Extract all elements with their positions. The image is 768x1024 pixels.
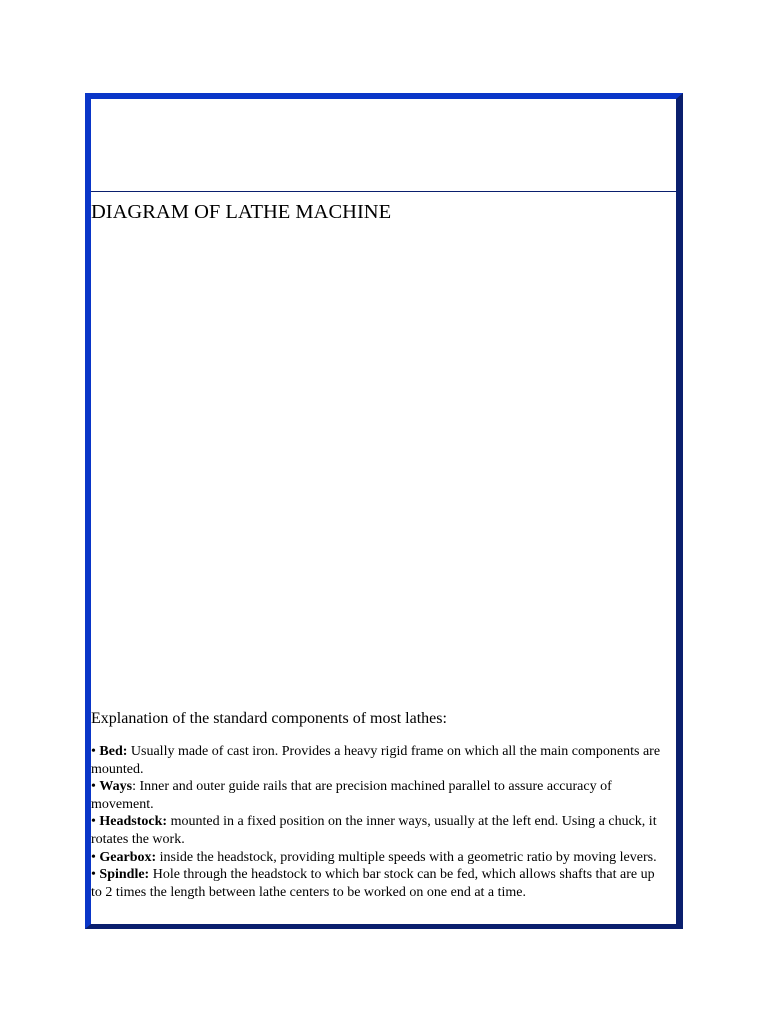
bullet: • [91, 867, 96, 883]
component-term: Headstock: [99, 814, 168, 830]
component-description: Hole through the headstock to which bar stock can be fed, which allows shafts that are up to 2 times the length between lathe centers to be worked on one end at a time. [91, 867, 655, 900]
component-description: Usually made of cast iron. Provides a heavy rigid frame on which all the main components are mounted. [91, 744, 661, 777]
components-list [91, 743, 666, 901]
list-item [91, 813, 666, 848]
list-item [91, 743, 666, 778]
component-description: : Inner and outer guide rails that are precision machined parallel to assure accuracy of movement. [91, 779, 612, 812]
component-term: Bed: [99, 744, 128, 759]
components-intro: Explanation of the standard components of most lathes: [91, 710, 447, 727]
bullet: • [91, 779, 96, 795]
component-term: Spindle: [99, 867, 150, 883]
document-title: DIAGRAM OF LATHE MACHINE [91, 201, 392, 223]
document-frame [85, 93, 683, 929]
bullet: • [91, 744, 96, 759]
bullet: • [91, 849, 96, 865]
component-description: mounted in a fixed position on the inner ways, usually at the left end. Using a chuck, it rotates the work. [91, 814, 657, 847]
list-item [91, 849, 666, 867]
list-item [91, 778, 666, 813]
component-term: Gearbox: [99, 849, 157, 865]
component-description: inside the headstock, providing multiple speeds with a geometric ratio by moving levers. [156, 849, 657, 865]
diagram-placeholder [91, 231, 676, 701]
component-term: Ways [99, 779, 133, 795]
header-divider [91, 191, 676, 192]
list-item [91, 866, 666, 901]
bullet: • [91, 814, 96, 830]
